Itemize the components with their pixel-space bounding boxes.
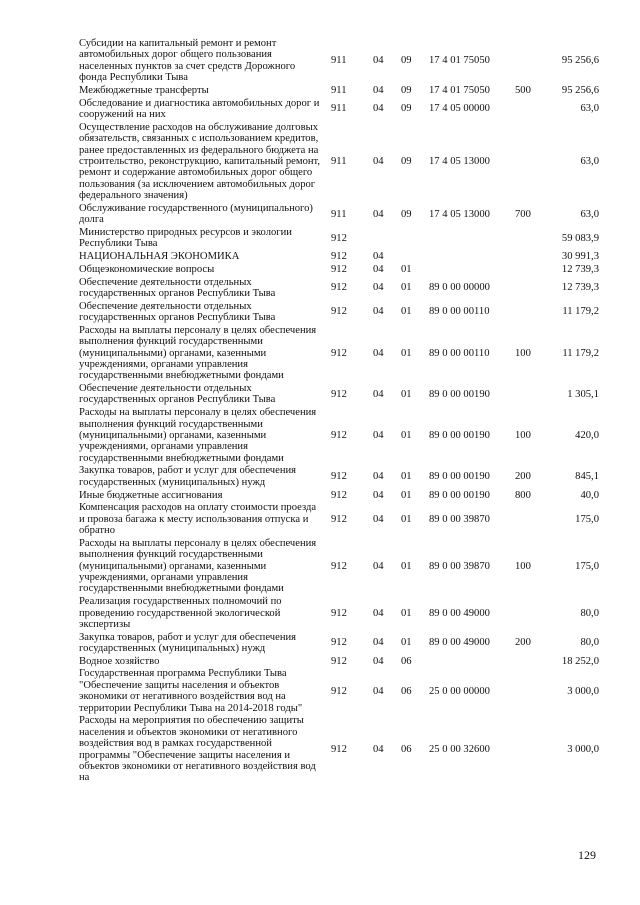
table-row	[79, 502, 599, 536]
row-subsection-code: 06	[401, 685, 412, 697]
row-amount: 175,0	[575, 560, 599, 572]
row-name: Компенсация расходов на оплату стоимости проезда и провоза багажа к месту использования отпуска и обратно	[79, 502, 317, 537]
row-name: Обслуживание государственного (муниципального) долга	[79, 202, 313, 226]
row-name: Расходы на выплаты персоналу в целях обеспечения выполнения функций государственными (муниципальными) органами, казенными учреждениями, органами управления государственными внебюджетными фондами	[79, 407, 317, 464]
row-target-code: 17 4 01 75050	[429, 84, 490, 96]
row-amount: 63,0	[580, 103, 599, 115]
row-admin-code: 911	[331, 103, 347, 115]
row-admin-code: 911	[331, 208, 347, 220]
row-section-code: 04	[373, 429, 384, 441]
row-section-code: 04	[373, 263, 384, 275]
row-admin-code: 912	[331, 263, 347, 275]
row-target-code: 17 4 05 00000	[429, 103, 490, 115]
row-admin-code: 912	[331, 743, 347, 755]
row-target-code: 89 0 00 00190	[429, 471, 490, 483]
row-name: Обследование и диагностика автомобильных дорог и сооружений на них	[79, 97, 320, 121]
row-section-code: 04	[373, 637, 384, 649]
row-subsection-code: 06	[401, 655, 412, 667]
row-target-code: 89 0 00 00000	[429, 282, 490, 294]
row-amount: 18 252,0	[561, 655, 599, 667]
table-row	[79, 465, 599, 488]
row-admin-code: 912	[331, 232, 347, 244]
row-section-code: 04	[373, 388, 384, 400]
row-name: Общеэкономические вопросы	[79, 263, 215, 275]
row-subsection-code: 01	[401, 637, 412, 649]
row-section-code: 04	[373, 251, 384, 263]
row-admin-code: 912	[331, 388, 347, 400]
row-target-code: 89 0 00 00110	[429, 306, 490, 318]
row-subsection-code: 09	[401, 55, 412, 67]
row-target-code: 89 0 00 00110	[429, 347, 490, 359]
row-amount: 12 739,3	[561, 263, 599, 275]
row-subsection-code: 01	[401, 560, 412, 572]
row-target-code: 89 0 00 00190	[429, 429, 490, 441]
table-row	[79, 383, 599, 406]
row-target-code: 17 4 05 13000	[429, 155, 490, 167]
row-amount: 95 256,6	[561, 84, 599, 96]
row-amount: 3 000,0	[567, 685, 599, 697]
table-row	[79, 325, 599, 382]
row-target-code: 17 4 01 75050	[429, 55, 490, 67]
table-row	[79, 264, 599, 275]
row-admin-code: 912	[331, 655, 347, 667]
row-admin-code: 912	[331, 607, 347, 619]
row-name: Расходы на мероприятия по обеспечению защиты населения и объектов экономики от негативного воздействия вод в рамках государственной программы "Обеспечение защиты населения и объектов экономики от негативного воздействия вод на	[79, 715, 316, 784]
row-subsection-code: 01	[401, 347, 412, 359]
row-amount: 420,0	[575, 429, 599, 441]
row-admin-code: 912	[331, 637, 347, 649]
row-target-code: 17 4 05 13000	[429, 208, 490, 220]
row-target-code: 89 0 00 00190	[429, 489, 490, 501]
row-expense-type-code: 700	[515, 208, 531, 220]
row-section-code: 04	[373, 84, 384, 96]
row-section-code: 04	[373, 155, 384, 167]
row-amount: 845,1	[575, 471, 599, 483]
row-subsection-code: 01	[401, 282, 412, 294]
row-admin-code: 912	[331, 471, 347, 483]
table-row	[79, 85, 599, 96]
row-subsection-code: 01	[401, 607, 412, 619]
row-section-code: 04	[373, 208, 384, 220]
row-name: Расходы на выплаты персоналу в целях обеспечения выполнения функций государственными (муниципальными) органами, казенными учреждениями, органами управления государственными внебюджетными фондами	[79, 537, 317, 595]
table-row	[79, 98, 599, 121]
row-section-code: 04	[373, 282, 384, 294]
row-subsection-code: 01	[401, 489, 412, 501]
row-admin-code: 912	[331, 347, 347, 359]
row-admin-code: 912	[331, 251, 347, 263]
row-section-code: 04	[373, 655, 384, 667]
row-amount: 1 305,1	[567, 388, 599, 400]
row-amount: 63,0	[580, 155, 599, 167]
budget-table	[79, 38, 599, 784]
table-row	[79, 538, 599, 595]
table-row	[79, 251, 599, 262]
row-name: Обеспечение деятельности отдельных государственных органов Республики Тыва	[79, 276, 276, 299]
row-target-code: 25 0 00 32600	[429, 743, 490, 755]
row-subsection-code: 01	[401, 306, 412, 318]
row-name: Расходы на выплаты персоналу в целях обеспечения выполнения функций государственными (муниципальными) органами, казенными учреждениями, органами управления государственными внебюджетными фондами	[79, 324, 317, 382]
table-row	[79, 407, 599, 464]
table-row	[79, 668, 599, 714]
row-amount: 40,0	[580, 489, 599, 501]
table-row	[79, 490, 599, 501]
row-name: Водное хозяйство	[79, 655, 160, 667]
row-target-code: 89 0 00 49000	[429, 607, 490, 619]
row-subsection-code: 01	[401, 429, 412, 441]
row-section-code: 04	[373, 306, 384, 318]
table-row	[79, 203, 599, 226]
row-admin-code: 912	[331, 513, 347, 525]
table-row	[79, 38, 599, 84]
row-name: Министерство природных ресурсов и экологии Республики Тыва	[79, 226, 292, 250]
row-expense-type-code: 200	[515, 471, 531, 483]
row-subsection-code: 09	[401, 208, 412, 220]
row-section-code: 04	[373, 471, 384, 483]
row-target-code: 89 0 00 00190	[429, 388, 490, 400]
row-amount: 80,0	[580, 637, 599, 649]
row-admin-code: 912	[331, 685, 347, 697]
row-amount: 3 000,0	[567, 743, 599, 755]
row-name: Закупка товаров, работ и услуг для обеспечения государственных (муниципальных) нужд	[79, 465, 297, 488]
table-row	[79, 715, 599, 783]
row-section-code: 04	[373, 607, 384, 619]
row-section-code: 04	[373, 743, 384, 755]
row-name: Реализация государственных полномочий по проведению государственной экологической экспертизы	[79, 596, 282, 630]
row-amount: 95 256,6	[561, 55, 599, 67]
row-admin-code: 912	[331, 429, 347, 441]
row-section-code: 04	[373, 55, 384, 67]
row-section-code: 04	[373, 685, 384, 697]
row-admin-code: 911	[331, 55, 347, 67]
table-row	[79, 122, 599, 202]
row-admin-code: 912	[331, 282, 347, 294]
row-expense-type-code: 100	[515, 429, 531, 441]
row-subsection-code: 09	[401, 155, 412, 167]
row-expense-type-code: 500	[515, 84, 531, 96]
row-expense-type-code: 200	[515, 637, 531, 649]
row-expense-type-code: 100	[515, 560, 531, 572]
table-row	[79, 656, 599, 667]
row-name: Закупка товаров, работ и услуг для обеспечения государственных (муниципальных) нужд	[79, 631, 297, 655]
row-name: Государственная программа Республики Тыва "Обеспечение защиты населения и объектов экономики от негативного воздействия вод на территории Республики Тыва на 2014-2018 годы"	[79, 668, 303, 714]
row-target-code: 25 0 00 00000	[429, 685, 490, 697]
row-target-code: 89 0 00 49000	[429, 637, 490, 649]
row-subsection-code: 06	[401, 743, 412, 755]
row-amount: 12 739,3	[561, 282, 599, 294]
row-subsection-code: 01	[401, 388, 412, 400]
row-subsection-code: 09	[401, 84, 412, 96]
row-admin-code: 911	[331, 84, 347, 96]
row-subsection-code: 01	[401, 471, 412, 483]
row-name: Иные бюджетные ассигнования	[79, 489, 223, 501]
row-section-code: 04	[373, 489, 384, 501]
row-name: Обеспечение деятельности отдельных государственных органов Республики Тыва	[79, 383, 276, 406]
row-amount: 11 179,2	[562, 347, 599, 359]
row-section-code: 04	[373, 347, 384, 359]
row-amount: 63,0	[580, 208, 599, 220]
row-subsection-code: 09	[401, 103, 412, 115]
table-row	[79, 301, 599, 324]
table-row	[79, 632, 599, 655]
page-number: 129	[578, 848, 596, 862]
row-target-code: 89 0 00 39870	[429, 513, 490, 525]
row-amount: 11 179,2	[562, 306, 599, 318]
row-target-code: 89 0 00 39870	[429, 560, 490, 572]
row-admin-code: 912	[331, 489, 347, 501]
row-name: Обеспечение деятельности отдельных государственных органов Республики Тыва	[79, 300, 276, 324]
row-amount: 59 083,9	[561, 232, 599, 244]
row-name: Осуществление расходов на обслуживание долговых обязательств, связанных с использованием кредитов, ранее предоставленных из федерального бюджета на строительство, реконструкцию, капитальный ремонт, ремонт и содержание автомобильных дорог общего пользования (за исключением автомобильных дорог федерального значения)	[79, 121, 321, 202]
table-row	[79, 277, 599, 300]
row-amount: 175,0	[575, 513, 599, 525]
row-admin-code: 912	[331, 306, 347, 318]
row-expense-type-code: 100	[515, 347, 531, 359]
row-subsection-code: 01	[401, 263, 412, 275]
row-admin-code: 912	[331, 560, 347, 572]
row-amount: 30 991,3	[561, 251, 599, 263]
table-row	[79, 227, 599, 250]
row-section-code: 04	[373, 560, 384, 572]
row-name: НАЦИОНАЛЬНАЯ ЭКОНОМИКА	[79, 251, 240, 263]
row-section-code: 04	[373, 103, 384, 115]
row-name: Межбюджетные трансферты	[79, 84, 209, 96]
row-name: Субсидии на капитальный ремонт и ремонт автомобильных дорог общего пользования населенных пунктов за счет средств Дорожного фонда Республики Тыва	[79, 38, 296, 84]
table-row	[79, 596, 599, 630]
row-expense-type-code: 800	[515, 489, 531, 501]
row-subsection-code: 01	[401, 513, 412, 525]
row-section-code: 04	[373, 513, 384, 525]
row-amount: 80,0	[580, 607, 599, 619]
row-admin-code: 911	[331, 155, 347, 167]
